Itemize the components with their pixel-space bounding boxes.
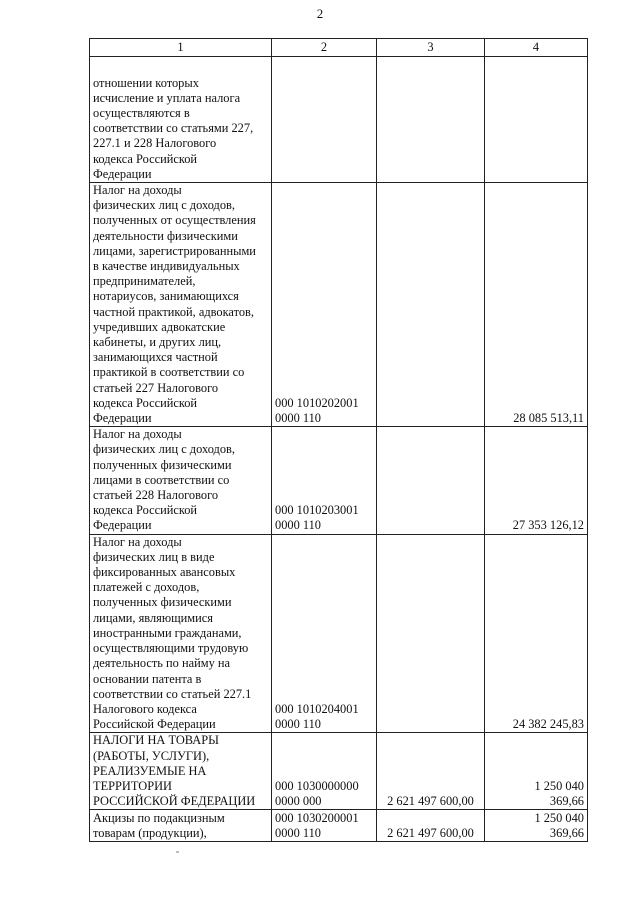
row-name-cell: Налог на доходы физических лиц с доходов, полученных физическими лицами в соответствии со статьей 228 Налогового кодекса Российской Федерации [90, 427, 272, 534]
table-header-row [90, 39, 588, 57]
table-row [90, 57, 588, 183]
row-name-cell: Налог на доходы физических лиц в виде фиксированных авансовых платежей с доходов, полученных физическими лицами, являющимися иностранными гражданами, осуществляющими трудовую деятельность по найму на основании патента в соответствии со статьей 227.1 Налогового кодекса Российской Федерации [90, 534, 272, 733]
row-col4-cell: 28 085 513,11 [485, 183, 588, 427]
table-row [90, 183, 588, 427]
row-name-cell: НАЛОГИ НА ТОВАРЫ (РАБОТЫ, УСЛУГИ), РЕАЛИЗУЕМЫЕ НА ТЕРРИТОРИИ РОССИЙСКОЙ ФЕДЕРАЦИИ [90, 733, 272, 810]
column-header-3: 3 [377, 39, 485, 57]
table-row [90, 810, 588, 842]
row-col4-cell: 27 353 126,12 [485, 427, 588, 534]
row-col4-cell: 1 250 040 369,66 [485, 810, 588, 842]
row-code-cell: 000 1010202001 0000 110 [272, 183, 377, 427]
column-header-4: 4 [485, 39, 588, 57]
row-col3-cell: 2 621 497 600,00 [377, 810, 485, 842]
row-code-cell: 000 1030200001 0000 110 [272, 810, 377, 842]
scan-artifact [176, 851, 179, 853]
row-col3-cell [377, 534, 485, 733]
budget-revenue-table [89, 38, 588, 842]
row-code-cell [272, 57, 377, 183]
table-row [90, 733, 588, 810]
column-header-2: 2 [272, 39, 377, 57]
row-col3-cell: 2 621 497 600,00 [377, 733, 485, 810]
row-name-cell: Налог на доходы физических лиц с доходов, полученных от осуществления деятельности физическими лицами, зарегистрированными в качестве индивидуальных предпринимателей, нотариусов, занимающихся частной практикой, адвокатов, учредивших адвокатские кабинеты, и других лиц, занимающихся частной практикой в соответствии со статьей 227 Налогового кодекса Российской Федерации [90, 183, 272, 427]
row-col4-cell: 1 250 040 369,66 [485, 733, 588, 810]
row-col3-cell [377, 183, 485, 427]
row-name-cell: Акцизы по подакцизным товарам (продукции), [90, 810, 272, 842]
column-header-1: 1 [90, 39, 272, 57]
row-col4-cell [485, 57, 588, 183]
row-col4-cell: 24 382 245,83 [485, 534, 588, 733]
row-col3-cell [377, 427, 485, 534]
row-code-cell: 000 1030000000 0000 000 [272, 733, 377, 810]
table-row [90, 534, 588, 733]
row-col3-cell [377, 57, 485, 183]
row-code-cell: 000 1010204001 0000 110 [272, 534, 377, 733]
row-code-cell: 000 1010203001 0000 110 [272, 427, 377, 534]
page-number: 2 [316, 6, 324, 21]
table-row [90, 427, 588, 534]
row-name-cell: отношении которых исчисление и уплата налога осуществляются в соответствии со статьями 227, 227.1 и 228 Налогового кодекса Российской Федерации [90, 57, 272, 183]
